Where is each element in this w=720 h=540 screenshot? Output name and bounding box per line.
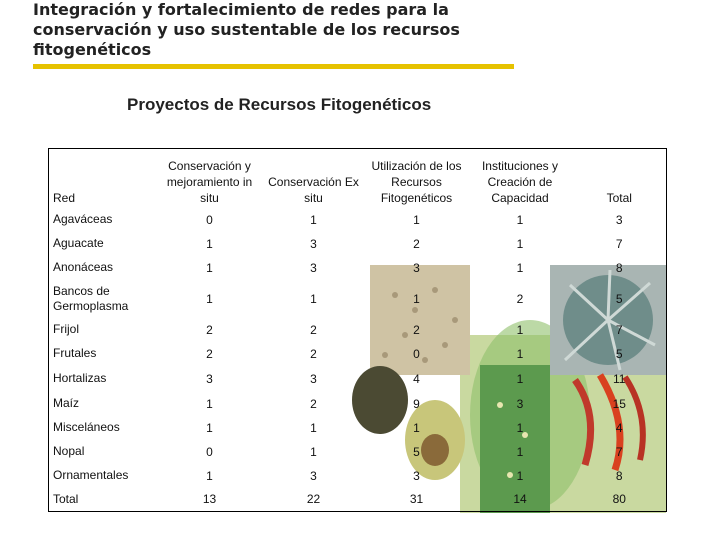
row-value: 1: [206, 291, 213, 306]
row-label: Aguacate: [53, 236, 104, 250]
table-row: [49, 440, 667, 464]
row-value: 1: [516, 236, 524, 251]
row-label: Nopal: [53, 444, 85, 458]
row-value: 3: [615, 212, 623, 227]
table-body: [49, 208, 667, 512]
row-label: Total: [53, 491, 79, 506]
header-ex-situ: Conservación Ex situ: [268, 174, 359, 205]
row-value: 2: [206, 322, 213, 337]
row-value: 1: [516, 346, 524, 361]
row-value: 1: [206, 468, 213, 483]
row-value: 1: [206, 236, 213, 251]
row-value: 8: [615, 260, 623, 275]
row-label: Bancos de Germoplasma: [53, 283, 129, 313]
row-value: 1: [516, 322, 524, 337]
row-value: 13: [202, 492, 217, 507]
row-value: 8: [615, 468, 623, 483]
row-value: 1: [206, 420, 213, 435]
row-value: 15: [612, 396, 626, 411]
row-value: 1: [413, 420, 420, 435]
row-value: 0: [206, 212, 213, 227]
row-value: 22: [306, 492, 321, 507]
row-value: 80: [612, 492, 626, 507]
slide-title: Integración y fortalecimiento de redes para la conservación y uso sustentable de los recursos fitogenéticos: [33, 0, 460, 59]
row-value: 2: [206, 346, 213, 361]
row-value: 5: [615, 291, 623, 306]
table-row: [49, 280, 667, 318]
row-label: Maíz: [53, 396, 80, 410]
row-value: 11: [613, 371, 626, 386]
header-red: Red: [53, 190, 76, 205]
row-value: 7: [615, 322, 623, 337]
row-value: 1: [310, 420, 317, 435]
table-row: [49, 256, 667, 280]
row-value: 3: [310, 260, 317, 275]
row-value: 14: [513, 492, 527, 507]
row-value: 3: [206, 371, 213, 386]
row-value: 3: [413, 260, 420, 275]
header-instituciones: Instituciones y Creación de Capacidad: [481, 158, 559, 205]
header-in-situ: Conservación y mejoramiento in situ: [166, 158, 253, 205]
row-value: 1: [516, 371, 524, 386]
row-value: 2: [413, 322, 420, 337]
row-value: 2: [516, 291, 524, 306]
row-value: 2: [310, 346, 317, 361]
table-row: [49, 232, 667, 256]
table-header-row: [49, 149, 667, 208]
row-value: 1: [516, 260, 524, 275]
table-row: [49, 342, 667, 366]
row-value: 1: [516, 420, 524, 435]
row-value: 1: [413, 212, 420, 227]
row-value: 5: [413, 444, 420, 459]
table-row: [49, 208, 667, 232]
row-value: 3: [310, 236, 317, 251]
projects-table: [48, 148, 667, 512]
row-value: 3: [516, 396, 524, 411]
row-value: 2: [310, 322, 317, 337]
row-label: Frijol: [53, 322, 79, 336]
row-value: 3: [310, 468, 317, 483]
row-value: 1: [310, 212, 317, 227]
table-row: [49, 392, 667, 416]
row-value: 1: [310, 291, 317, 306]
row-value: 1: [516, 468, 524, 483]
table-row: [49, 366, 667, 392]
row-value: 4: [413, 371, 420, 386]
row-label: Frutales: [53, 346, 97, 360]
table-subtitle: Proyectos de Recursos Fitogenéticos: [127, 95, 432, 114]
header-utilizacion: Utilización de los Recursos Fitogenéticos: [371, 158, 462, 205]
row-label: Misceláneos: [53, 420, 120, 434]
table-row: [49, 318, 667, 342]
row-value: 2: [310, 396, 317, 411]
header-total: Total: [606, 190, 632, 205]
row-label: Hortalizas: [53, 371, 107, 385]
row-value: 1: [206, 396, 213, 411]
row-value: 0: [413, 346, 420, 361]
row-value: 31: [409, 492, 424, 507]
row-value: 1: [516, 212, 524, 227]
row-value: 9: [413, 396, 420, 411]
row-value: 2: [413, 236, 420, 251]
row-value: 4: [615, 420, 623, 435]
table-row: [49, 416, 667, 440]
row-value: 1: [206, 260, 213, 275]
row-value: 7: [615, 236, 623, 251]
row-value: 1: [310, 444, 317, 459]
row-value: 1: [516, 444, 524, 459]
row-value: 3: [310, 371, 317, 386]
row-value: 1: [413, 291, 420, 306]
row-value: 3: [413, 468, 420, 483]
table-row: [49, 464, 667, 488]
row-label: Agaváceas: [53, 212, 113, 226]
row-value: 0: [206, 444, 213, 459]
title-underline: [33, 64, 514, 69]
total-row: [49, 488, 667, 512]
row-value: 5: [615, 346, 623, 361]
row-label: Anonáceas: [53, 260, 114, 274]
row-label: Ornamentales: [53, 468, 129, 482]
row-value: 7: [615, 444, 623, 459]
